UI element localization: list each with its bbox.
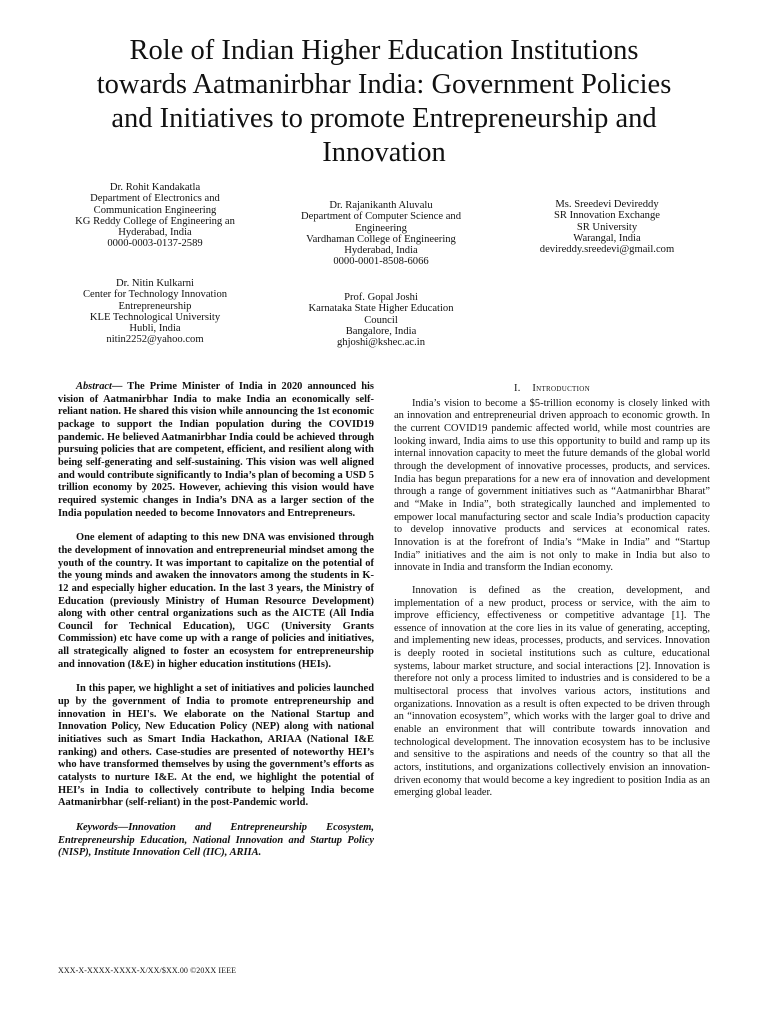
author-affiliation: KG Reddy College of Engineering an <box>75 215 235 227</box>
left-column <box>58 381 374 860</box>
title-line: towards Aatmanirbhar India: Government Policies <box>96 69 672 100</box>
author-block-aluvalu <box>276 200 486 268</box>
author-orcid: 0000-0001-8508-6066 <box>333 256 429 268</box>
author-affiliation: Department of Computer Science and <box>300 211 462 223</box>
author-location: Warangal, India <box>573 232 641 244</box>
author-affiliation: Department of Electronics and <box>90 193 220 205</box>
section-title-initial: I <box>532 383 537 394</box>
title-line: Innovation <box>322 137 446 168</box>
author-name: Ms. Sreedevi Devireddy <box>555 199 659 210</box>
section-title-rest: ntroduction <box>536 383 590 394</box>
author-affiliation: Engineering <box>355 222 407 234</box>
author-affiliation: SR Innovation Exchange <box>554 210 660 222</box>
author-email: devireddy.sreedevi@gmail.com <box>539 244 675 256</box>
author-block-kandakatla <box>50 182 260 250</box>
abstract-text: The Prime Minister of India in 2020 announced his vision of Aatmanirbhar India to make India an economically self-reliant nation. He shared this vision while announcing the 1st economic package to support the Indian population during the COVID19 pandemic. He believed Aatmanirbhar India could be achieved through pursuing policies that are competent, efficient, and resilient along with being self-generating and self-sustaining. This vision was well aligned and would contribute significantly to India’s plan of becoming a USD 5 trillion economy by 2025. However, achieving this vision would have required systemic changes in India’s DNA as a larger section of the India population needed to become Innovators and Entrepreneurs. <box>58 381 374 519</box>
author-affiliation: Vardhaman College of Engineering <box>306 233 456 245</box>
abstract-paragraph: One element of adapting to this new DNA was envisioned through the development of innovation and entrepreneurial mindset among the youth of the country. It was important to capitalize on the potential of the young minds and awaken the innovators among the students in K-12 and especially higher education. In the last 3 years, the Ministry of Education (previously Ministry of Human Resource Development) along with other central organizations such as the AICTE (All India Council for Technical Education), UGC (University Grants Commission) etc have come up with a range of policies and initiatives, all strategically aligned to foster an ecosystem for entrepreneurship and innovation (I&E) in higher education institutions (HEIs). <box>58 532 374 670</box>
author-location: Hubli, India <box>129 323 181 335</box>
author-name: Dr. Rohit Kandakatla <box>109 182 201 193</box>
author-block-joshi <box>276 292 486 348</box>
keywords: Keywords—Innovation and Entrepreneurship Ecosystem, Entrepreneurship Education, National Innovation and Startup Policy (NISP), Institute Innovation Cell (IIC), ARIIA. <box>58 822 374 859</box>
abstract-paragraph: In this paper, we highlight a set of initiatives and policies launched up by the government of India to promote entrepreneurship and innovation in HEI's. We elaborate on the National Startup and Innovation Policy, New Education Policy (NEP) along with national initiatives such as Smart India Hackathon, ARIAA (National I&E ranking) and others. Case-studies are presented of noteworthy HEI’s who have transformed themselves by using the government’s efforts as catalysts to nurture I&E. At the end, we highlight the potential of HEI’s in India to collectively contribute to helping India become Aatmanirbhar (self-reliant) in the post-Pandemic world. <box>58 683 374 809</box>
copyright-footer: XXX-X-XXXX-XXXX-X/XX/$XX.00 ©20XX IEEE <box>58 966 237 975</box>
title-line: Role of Indian Higher Education Institutions <box>129 35 639 66</box>
author-location: Bangalore, India <box>345 325 417 337</box>
author-block-kulkarni <box>50 278 260 346</box>
author-name: Prof. Gopal Joshi <box>344 292 418 303</box>
author-affiliation: SR University <box>576 221 638 233</box>
author-email: nitin2252@yahoo.com <box>106 334 204 346</box>
author-name: Dr. Rajanikanth Aluvalu <box>329 200 433 211</box>
intro-paragraph: Innovation is defined as the creation, development, and implementation of a new product, process or service, with the aim to improve efficiency, effectiveness or competitive advantage [1]. The essence of innovation at the core lies in its value of generating, accepting, and implementing new ideas, processes, products, and services. Innovation is deeply rooted in societal institutions such as culture, educational systems, labour market structure, and social interactions [2]. Innovation is therefore not only a process limited to industries and is considered to be a multisectoral process that involves various actors, institutions and organizations. Innovation as a result is often expected to be driven through an “innovation ecosystem”, which works with the larger goal to drive and enable an environment that will contribute towards innovation and technological development. The innovation ecosystem has to be inclusive and sensitive to the aspirations and needs of the country so that all the actors, institutions, and organizations collectively envision an innovation-driven economy that would become a key ingredient to position India as an emerging global leader. <box>394 584 710 799</box>
intro-paragraph: India’s vision to become a $5-trillion economy is closely linked with an innovation and entrepreneurial driven approach to economic growth. In the current COVID19 pandemic affected world, while most countries are looking inward, India aims to use this opportunity to build and ramp up its internal innovation capacity to meet the future demands of the global world through the development of innovative processes, products, and services. India has begun preparations for a new era of innovation and development through a range of government initiatives such as “Aatmanirbhar Bharat” and “Make in India”, both strategically launched and implemented to empower local manufacturing sector and scale India’s production capacity to develop innovative products and services at economical rates. Innovation is at the forefront of India’s “Make in India” and “Startup India” initiatives and the aim is not only to make in India but also to innovate in India and transform the Indian economy. <box>394 397 710 574</box>
author-affiliation: Council <box>364 314 398 326</box>
author-location: Hyderabad, India <box>118 227 192 239</box>
author-affiliation: Entrepreneurship <box>118 300 192 312</box>
title-line: and Initiatives to promote Entrepreneurship and <box>111 103 657 134</box>
paper-title <box>40 34 728 170</box>
author-name: Dr. Nitin Kulkarni <box>116 278 194 289</box>
abstract-paragraph <box>58 381 374 520</box>
section-numeral: I. <box>514 383 521 394</box>
author-affiliation: Karnataka State Higher Education <box>308 303 454 315</box>
author-orcid: 0000-0003-0137-2589 <box>107 238 203 250</box>
author-email: ghjoshi@kshec.ac.in <box>336 337 425 349</box>
author-affiliation: Communication Engineering <box>93 204 217 216</box>
author-affiliation: Center for Technology Innovation <box>82 289 228 301</box>
author-affiliation: KLE Technological University <box>89 311 221 323</box>
author-block-devireddy <box>502 199 712 255</box>
author-location: Hyderabad, India <box>344 245 418 257</box>
abstract-lead: Abstract— <box>76 381 123 392</box>
section-heading-introduction <box>394 383 710 396</box>
right-column <box>394 381 710 800</box>
